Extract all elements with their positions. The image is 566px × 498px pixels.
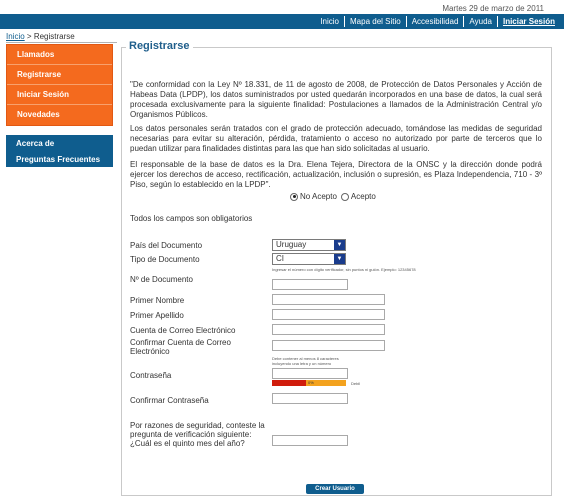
password-strength-label: Debil xyxy=(351,381,361,386)
top-navigation-bar xyxy=(0,14,564,29)
nav-inicio-link[interactable]: Inicio xyxy=(320,17,340,26)
last-name-label: Primer Apellido xyxy=(130,311,184,320)
sidebar-item-llamados[interactable]: Llamados xyxy=(7,45,112,65)
breadcrumb-current: Registrarse xyxy=(33,32,75,41)
sidebar-item-iniciar-sesion[interactable]: Iniciar Sesión xyxy=(7,85,112,105)
email-confirm-label: Confirmar Cuenta de Correo Electrónico xyxy=(130,338,231,356)
doctype-select[interactable] xyxy=(272,253,346,265)
sidebar-item-acerca-de[interactable]: Acerca de xyxy=(16,139,55,148)
password-confirm-label: Confirmar Contraseña xyxy=(130,396,209,405)
password-strength-meter xyxy=(272,380,346,386)
last-name-input[interactable] xyxy=(272,309,385,320)
privacy-paragraph-2: Los datos personales serán tratados con el grado de protección adecuado, tomándose las medidas de seguridad necesarias para evitar su alteración, pérdida, tratamiento o acceso no autorizado por parte de terceros que lo puedan utilizar para finalidades distintas para las que han sido solicitadas al usuario. xyxy=(130,124,542,153)
security-question-label: Por razones de seguridad, conteste la pregunta de verificación siguiente: ¿Cuál es el quinto mes del año? xyxy=(130,421,265,448)
create-user-button[interactable]: Crear Usuario xyxy=(306,484,364,494)
doctype-select-value: CI xyxy=(276,254,284,263)
consent-yes-label: Acepto xyxy=(350,192,376,201)
email-label: Cuenta de Correo Electrónico xyxy=(130,326,236,335)
doc-number-hint: Ingresar el número con dígito verificador, sin puntos ni guión. Ejemplo: 12345678 xyxy=(272,267,416,272)
consent-no-option[interactable] xyxy=(290,192,337,201)
radio-accept[interactable] xyxy=(341,193,349,201)
nav-accessibility-link[interactable]: Accesibilidad xyxy=(411,17,459,26)
sidebar-item-preguntas-frecuentes[interactable]: Preguntas Frecuentes xyxy=(16,155,101,164)
required-note: Todos los campos son obligatorios xyxy=(130,214,253,223)
email-confirm-input[interactable] xyxy=(272,340,385,351)
sidebar-primary-menu xyxy=(6,44,113,126)
password-input[interactable] xyxy=(272,368,348,379)
email-input[interactable] xyxy=(272,324,385,335)
breadcrumb-divider xyxy=(6,42,117,43)
doctype-label: Tipo de Documento xyxy=(130,255,200,264)
docnum-input[interactable] xyxy=(272,279,348,290)
page-title: Registrarse xyxy=(126,40,193,52)
privacy-paragraph-1: "De conformidad con la Ley Nº 18.331, de 11 de agosto de 2008, de Protección de Datos Personales y Acción de Habeas Data (LPDP), los datos suministrados por usted quedarán incorporados en una base de datos, la cual será procesada exclusivamente para la siguiente finalidad: Postulaciones a llamados de la Administración Central y/o Organismos Públicos. xyxy=(130,80,542,119)
nav-sitemap-link[interactable]: Mapa del Sitio xyxy=(350,17,401,26)
consent-yes-option[interactable] xyxy=(341,192,376,201)
sidebar-secondary-menu xyxy=(6,135,113,167)
sidebar xyxy=(6,44,113,167)
country-label: País del Documento xyxy=(130,241,203,250)
security-answer-input[interactable] xyxy=(272,435,348,446)
first-name-input[interactable] xyxy=(272,294,385,305)
password-strength-fill xyxy=(272,380,306,386)
chevron-down-icon: ▼ xyxy=(334,240,345,250)
password-confirm-input[interactable] xyxy=(272,393,348,404)
password-strength-percent: 0% xyxy=(308,380,314,385)
password-hint: Debe contener al menos 8 caracteres incluyendo una letra y un número xyxy=(272,356,339,366)
login-link[interactable]: Iniciar Sesión xyxy=(502,17,555,26)
first-name-label: Primer Nombre xyxy=(130,296,185,305)
country-select-value: Uruguay xyxy=(276,240,307,249)
privacy-paragraph-3: El responsable de la base de datos es la Dra. Elena Tejera, Directora de la ONSC y la dirección donde podrá ejercer los derechos de acceso, rectificación, actualización, inclusión o supresión, es Plaza Independencia, 710 - 3º Piso, según lo establecido en la LPDP". xyxy=(130,160,542,189)
breadcrumb-home-link[interactable]: Inicio xyxy=(6,32,25,41)
consent-radio-group xyxy=(290,192,380,201)
breadcrumb-separator: > xyxy=(24,32,34,41)
radio-no-accept[interactable] xyxy=(290,193,298,201)
consent-no-label: No Acepto xyxy=(300,192,337,201)
password-label: Contraseña xyxy=(130,371,172,380)
nav-help-link[interactable]: Ayuda xyxy=(469,17,492,26)
country-select[interactable] xyxy=(272,239,346,251)
breadcrumb xyxy=(6,32,75,41)
current-date: Martes 29 de marzo de 2011 xyxy=(442,4,544,13)
sidebar-item-registrarse[interactable]: Registrarse xyxy=(7,65,112,85)
sidebar-item-novedades[interactable]: Novedades xyxy=(17,110,60,119)
chevron-down-icon: ▼ xyxy=(334,254,345,264)
docnum-label: Nº de Documento xyxy=(130,275,193,284)
